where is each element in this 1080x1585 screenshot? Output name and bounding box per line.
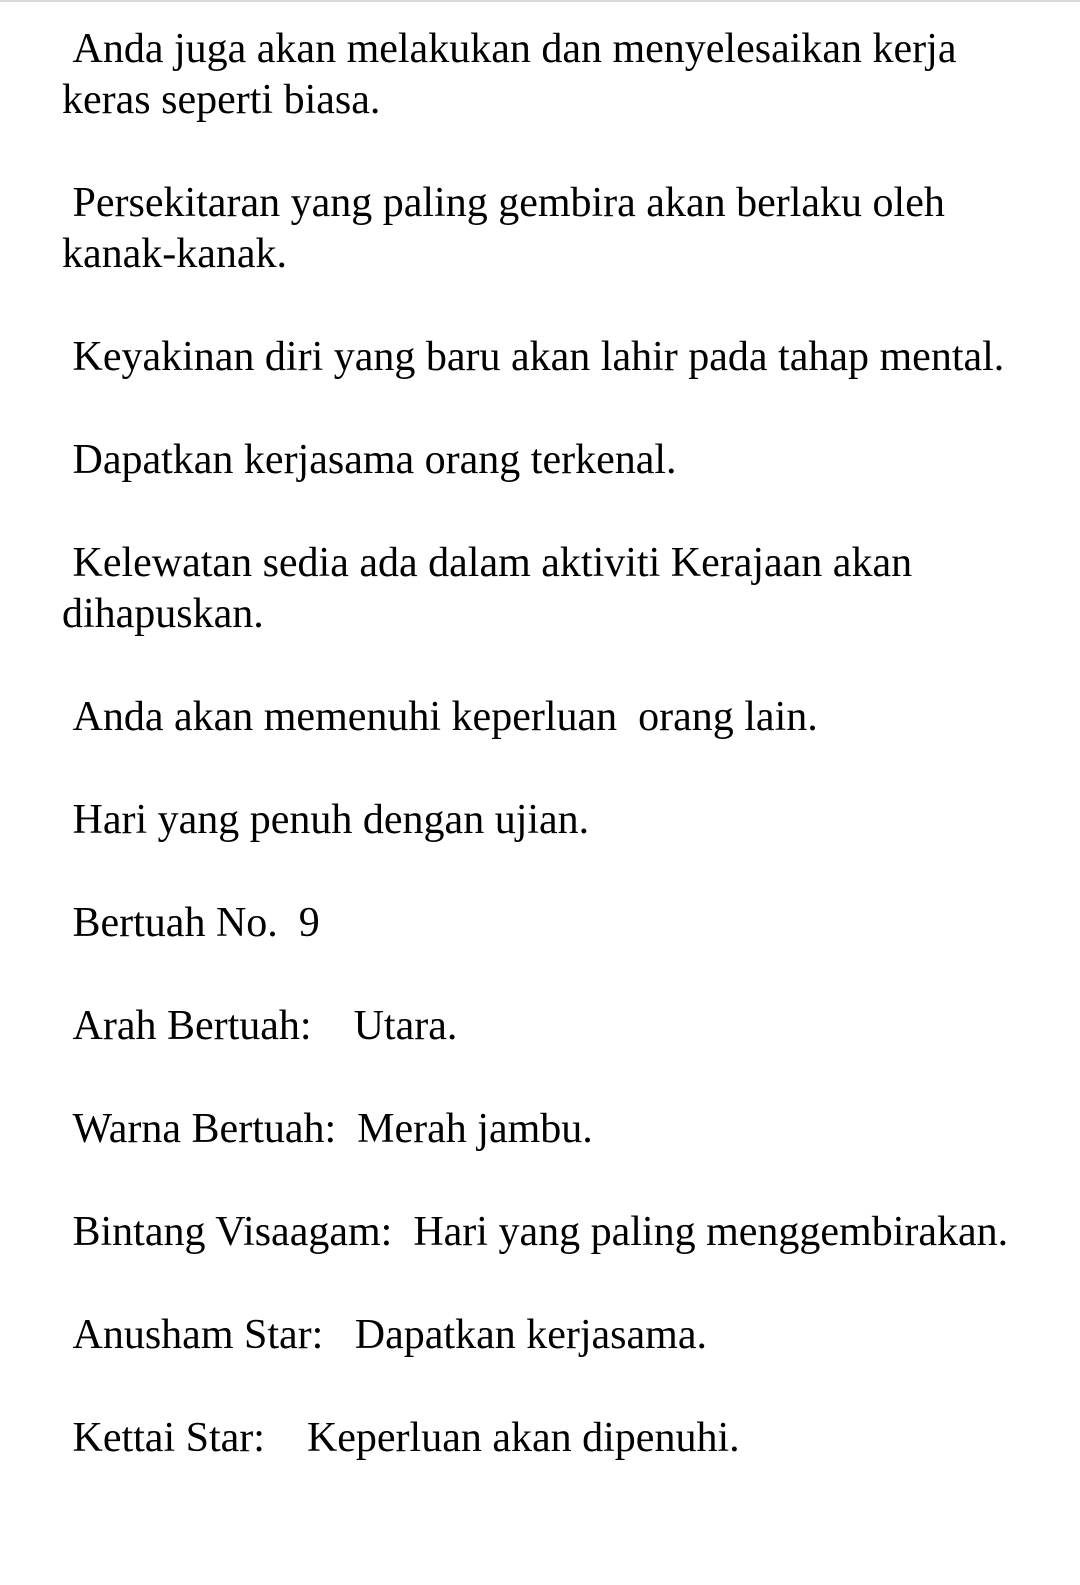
paragraph: Anda akan memenuhi keperluan orang lain. <box>62 694 818 740</box>
paragraph: Persekitaran yang paling gembira akan berlaku oleh kanak-kanak. <box>62 180 956 277</box>
star-visaagam: Bintang Visaagam: Hari yang paling menggembirakan. <box>62 1209 1009 1255</box>
star-kettai: Kettai Star: Keperluan akan dipenuhi. <box>62 1415 740 1461</box>
paragraph: Kelewatan sedia ada dalam aktiviti Kerajaan akan dihapuskan. <box>62 540 923 637</box>
lucky-color: Warna Bertuah: Merah jambu. <box>62 1106 593 1152</box>
star-anusham: Anusham Star: Dapatkan kerjasama. <box>62 1312 707 1358</box>
paragraph: Anda juga akan melakukan dan menyelesaikan kerja keras seperti biasa. <box>62 26 967 123</box>
paragraph: Keyakinan diri yang baru akan lahir pada tahap mental. <box>62 334 1005 380</box>
paragraph: Dapatkan kerjasama orang terkenal. <box>62 437 677 483</box>
lucky-direction: Arah Bertuah: Utara. <box>62 1003 458 1049</box>
top-divider <box>0 0 1080 2</box>
paragraph: Hari yang penuh dengan ujian. <box>62 797 590 843</box>
lucky-number: Bertuah No. 9 <box>62 900 320 946</box>
article-body <box>62 24 1022 1516</box>
